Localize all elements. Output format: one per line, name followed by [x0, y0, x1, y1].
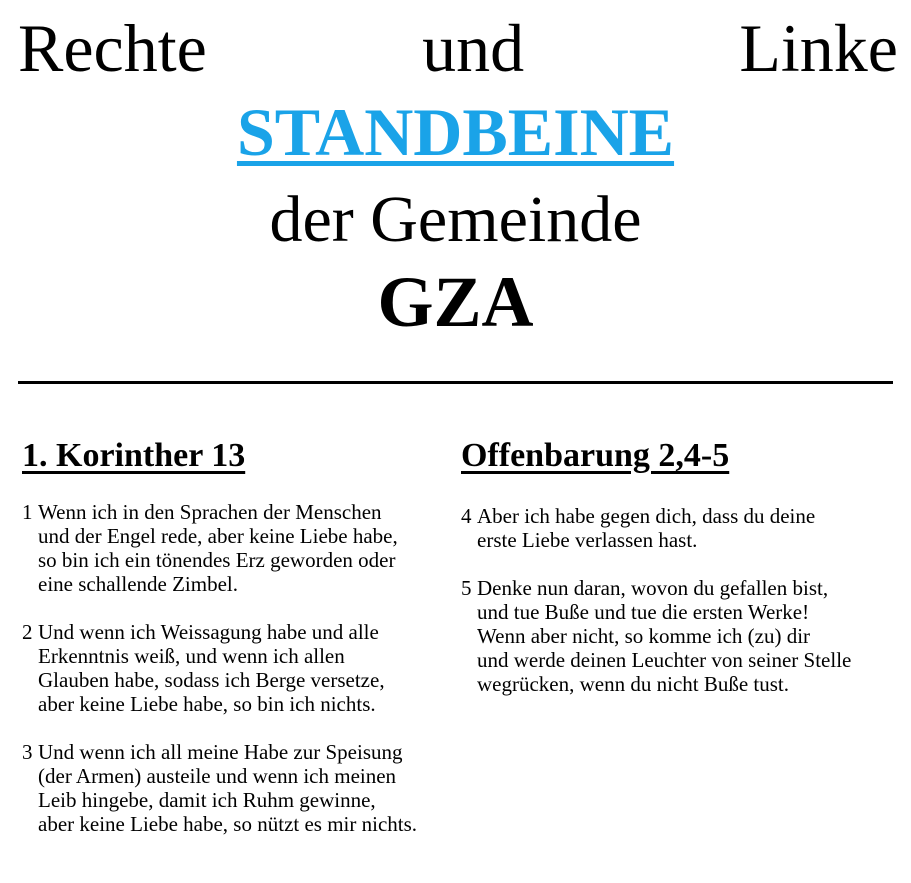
verse — [22, 500, 452, 596]
verse — [461, 504, 906, 552]
title-line-3: der Gemeinde — [269, 183, 642, 256]
right-column-verses — [461, 504, 906, 720]
verse-text: Wenn ich in den Sprachen der Menschen und der Engel rede, aber keine Liebe habe, so bin ich ein tönendes Erz geworden oder eine schallende Zimbel. — [38, 500, 398, 596]
title-word-linke: Linke — [739, 10, 898, 86]
left-column-verses — [22, 500, 452, 860]
left-column-heading: 1. Korinther 13 — [22, 437, 246, 474]
verse — [22, 740, 452, 836]
verse-number: 5 — [461, 576, 472, 600]
verse — [461, 576, 906, 696]
verse — [22, 620, 452, 716]
title-line-4: GZA — [377, 262, 534, 342]
title-line-2 — [0, 92, 911, 172]
title-standbeine: STANDBEINE — [236, 94, 675, 170]
verse-text: Und wenn ich Weissagung habe und alle Erkenntnis weiß, und wenn ich allen Glauben habe, sodass ich Berge versetze, aber keine Liebe habe, so bin ich nichts. — [38, 620, 385, 716]
right-column-heading: Offenbarung 2,4-5 — [461, 437, 730, 474]
verse-number: 2 — [22, 620, 33, 644]
title-line-1 — [18, 8, 898, 88]
verse-text: Denke nun daran, wovon du gefallen bist, und tue Buße und tue die ersten Werke! Wenn aber nicht, so komme ich (zu) dir und werde deinen Leuchter von seiner Stelle wegrücken, wenn du nicht Buße tust. — [477, 576, 852, 696]
horizontal-divider — [18, 381, 893, 384]
verse-number: 4 — [461, 504, 472, 528]
verse-text: Aber ich habe gegen dich, dass du deine erste Liebe verlassen hast. — [477, 504, 816, 552]
title-word-rechte: Rechte — [18, 10, 207, 86]
verse-number: 1 — [22, 500, 33, 524]
title-word-und: und — [422, 10, 525, 86]
verse-text: Und wenn ich all meine Habe zur Speisung (der Armen) austeile und wenn ich meinen Leib hingebe, damit ich Ruhm gewinne, aber keine Liebe habe, so nützt es mir nichts. — [38, 740, 418, 836]
verse-number: 3 — [22, 740, 33, 764]
